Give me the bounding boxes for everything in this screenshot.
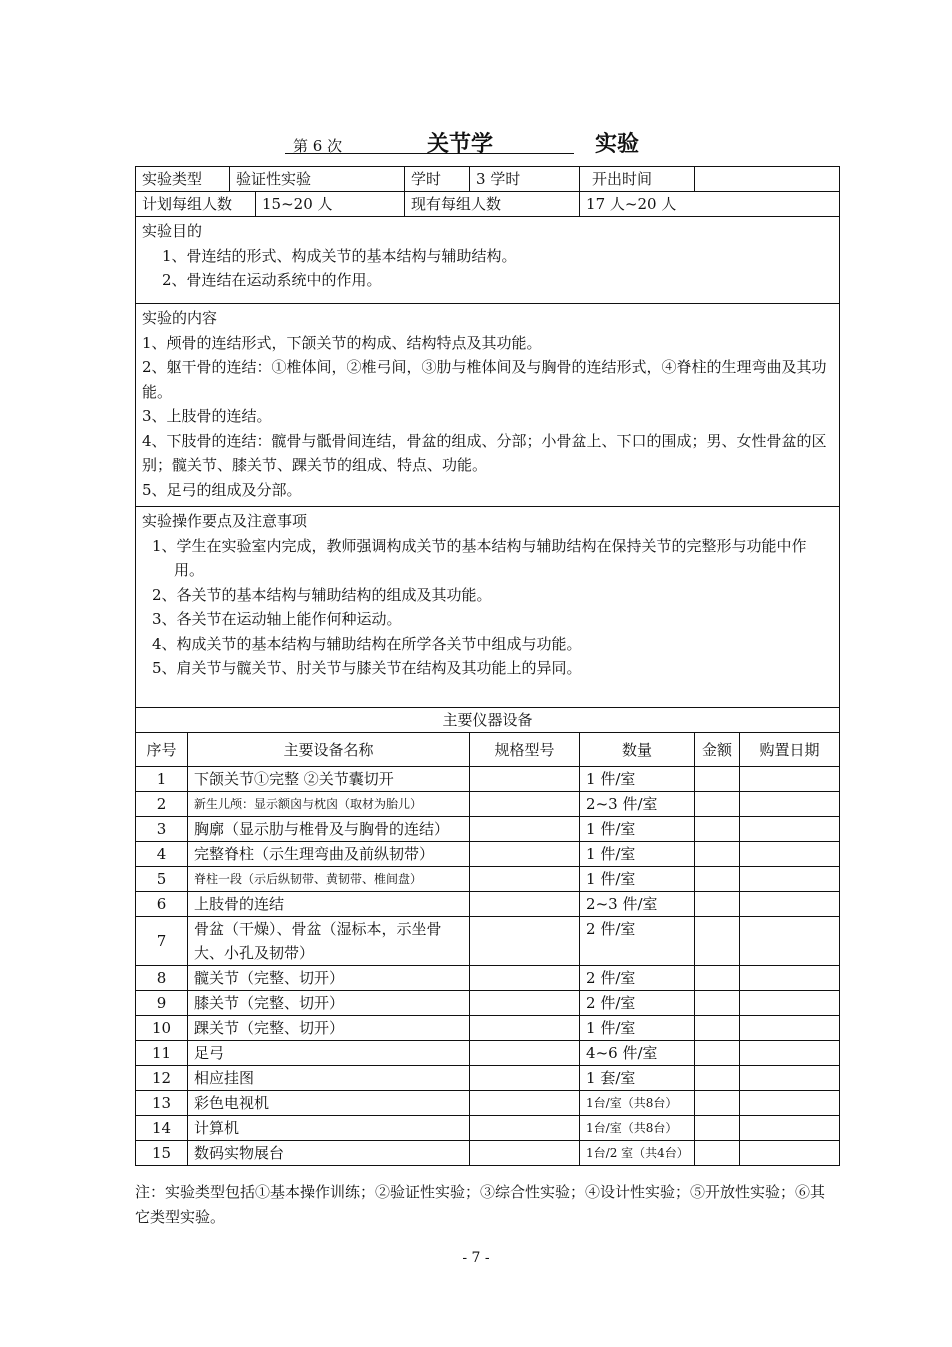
quantity: 2 件/室 xyxy=(580,917,695,966)
purchase-date xyxy=(740,1091,840,1116)
quantity: 1 件/室 xyxy=(580,817,695,842)
operation-heading: 实验操作要点及注意事项 xyxy=(142,512,308,530)
equipment-name: 计算机 xyxy=(188,1116,470,1141)
operation-section xyxy=(136,507,840,708)
equipment-name: 胸廓（显示肋与椎骨及与胸骨的连结） xyxy=(188,817,470,842)
quantity: 1 套/室 xyxy=(580,1066,695,1091)
purchase-date xyxy=(740,991,840,1016)
purchase-date xyxy=(740,1041,840,1066)
spec-model xyxy=(470,892,580,917)
purchase-date xyxy=(740,1141,840,1166)
quantity: 1台/2 室（共4台） xyxy=(580,1141,695,1166)
table-row xyxy=(136,966,840,991)
purchase-date xyxy=(740,842,840,867)
row-number: 2 xyxy=(136,792,188,817)
amount xyxy=(695,842,740,867)
current-value: 17 人~20 人 xyxy=(580,192,840,217)
table-row xyxy=(136,917,840,966)
row-number: 12 xyxy=(136,1066,188,1091)
amount xyxy=(695,1041,740,1066)
session-number: 第 6 次 xyxy=(285,135,423,154)
spec-model xyxy=(470,1066,580,1091)
quantity: 1 件/室 xyxy=(580,842,695,867)
amount xyxy=(695,1116,740,1141)
table-row xyxy=(136,1016,840,1041)
table-row xyxy=(136,867,840,892)
equipment-name: 膝关节（完整、切开） xyxy=(188,991,470,1016)
table-row xyxy=(136,1091,840,1116)
equipment-name: 踝关节（完整、切开） xyxy=(188,1016,470,1041)
row-number: 15 xyxy=(136,1141,188,1166)
equipment-name: 完整脊柱（示生理弯曲及前纵韧带） xyxy=(188,842,470,867)
spec-model xyxy=(470,1141,580,1166)
spec-model xyxy=(470,1016,580,1041)
purchase-date xyxy=(740,1116,840,1141)
open-time-label: 开出时间 xyxy=(580,167,695,192)
spec-model xyxy=(470,792,580,817)
table-row xyxy=(136,1116,840,1141)
purpose-heading: 实验目的 xyxy=(142,222,203,240)
purchase-date xyxy=(740,966,840,991)
page-number: - 7 - xyxy=(462,1250,490,1266)
purpose-item: 2、骨连结在运动系统中的作用。 xyxy=(162,271,382,289)
amount xyxy=(695,1141,740,1166)
quantity: 1 件/室 xyxy=(580,767,695,792)
operation-item: 2、各关节的基本结构与辅助结构的组成及其功能。 xyxy=(152,585,492,604)
quantity: 2~3 件/室 xyxy=(580,892,695,917)
content-item: 1、颅骨的连结形式，下颌关节的构成、结构特点及其功能。 xyxy=(142,333,542,352)
quantity: 2 件/室 xyxy=(580,966,695,991)
quantity: 1 件/室 xyxy=(580,867,695,892)
amount xyxy=(695,966,740,991)
spec-model xyxy=(470,991,580,1016)
operation-item: 3、各关节在运动轴上能作何种运动。 xyxy=(152,610,402,628)
column-header: 金额 xyxy=(695,733,740,767)
experiment-table xyxy=(135,166,840,1166)
table-row xyxy=(136,1141,840,1166)
amount xyxy=(695,917,740,966)
amount xyxy=(695,1091,740,1116)
amount xyxy=(695,1066,740,1091)
amount xyxy=(695,867,740,892)
purchase-date xyxy=(740,1066,840,1091)
row-number: 11 xyxy=(136,1041,188,1066)
row-number: 10 xyxy=(136,1016,188,1041)
equipment-name: 脊柱一段（示后纵韧带、黄韧带、椎间盘） xyxy=(188,867,470,892)
spec-model xyxy=(470,1041,580,1066)
spec-model xyxy=(470,767,580,792)
hours-value: 3 学时 xyxy=(470,167,580,192)
equipment-name: 相应挂图 xyxy=(188,1066,470,1091)
operation-item: 1、学生在实验室内完成，教师强调构成关节的基本结构与辅助结构在保持关节的完整形与功能中作用。 xyxy=(152,536,807,579)
table-row xyxy=(136,892,840,917)
quantity: 2 件/室 xyxy=(580,991,695,1016)
footnote: 注：实验类型包括①基本操作训练；②验证性实验；③综合性实验；④设计性实验；⑤开放性实验；⑥其它类型实验。 xyxy=(135,1183,826,1226)
row-number: 13 xyxy=(136,1091,188,1116)
type-label: 实验类型 xyxy=(136,167,230,192)
spec-model xyxy=(470,1116,580,1141)
table-row xyxy=(136,792,840,817)
spec-model xyxy=(470,1091,580,1116)
equipment-name: 数码实物展台 xyxy=(188,1141,470,1166)
purchase-date xyxy=(740,1016,840,1041)
plan-label: 计划每组人数 xyxy=(136,192,256,217)
amount xyxy=(695,792,740,817)
equipment-name: 上肢骨的连结 xyxy=(188,892,470,917)
hours-label: 学时 xyxy=(405,167,470,192)
spec-model xyxy=(470,867,580,892)
open-time-value xyxy=(695,167,840,192)
title-suffix: 实验 xyxy=(595,131,640,157)
equipment-heading: 主要仪器设备 xyxy=(136,708,840,733)
table-row xyxy=(136,1066,840,1091)
spec-model xyxy=(470,917,580,966)
table-row xyxy=(136,991,840,1016)
purpose-section xyxy=(136,217,840,304)
quantity: 2~3 件/室 xyxy=(580,792,695,817)
equipment-name: 下颌关节①完整 ②关节囊切开 xyxy=(188,767,470,792)
quantity: 4~6 件/室 xyxy=(580,1041,695,1066)
purchase-date xyxy=(740,767,840,792)
equipment-name: 髋关节（完整、切开） xyxy=(188,966,470,991)
purpose-item: 1、骨连结的形式、构成关节的基本结构与辅助结构。 xyxy=(162,246,517,265)
plan-value: 15~20 人 xyxy=(256,192,405,217)
spec-model xyxy=(470,817,580,842)
content-heading: 实验的内容 xyxy=(142,309,218,327)
content-item: 4、下肢骨的连结：髋骨与骶骨间连结，骨盆的组成、分部；小骨盆上、下口的围成；男、女性骨盆的区别；髋关节、膝关节、踝关节的组成、特点、功能。 xyxy=(142,431,827,474)
amount xyxy=(695,892,740,917)
amount xyxy=(695,817,740,842)
document-title xyxy=(0,127,952,157)
equipment-name: 骨盆（干燥）、骨盆（湿标本，示坐骨大、小孔及韧带） xyxy=(188,917,470,966)
row-number: 14 xyxy=(136,1116,188,1141)
table-row xyxy=(136,817,840,842)
quantity: 1台/室（共8台） xyxy=(580,1116,695,1141)
table-row xyxy=(136,767,840,792)
purchase-date xyxy=(740,892,840,917)
column-header: 序号 xyxy=(136,733,188,767)
quantity: 1台/室（共8台） xyxy=(580,1091,695,1116)
purchase-date xyxy=(740,817,840,842)
column-header: 购置日期 xyxy=(740,733,840,767)
content-item: 3、上肢骨的连结。 xyxy=(142,407,272,425)
equipment-name: 足弓 xyxy=(188,1041,470,1066)
row-number: 6 xyxy=(136,892,188,917)
row-number: 3 xyxy=(136,817,188,842)
purchase-date xyxy=(740,792,840,817)
column-header: 规格型号 xyxy=(470,733,580,767)
equipment-name: 新生儿颅：显示额囟与枕囟（取材为胎儿） xyxy=(188,792,470,817)
equipment-rows xyxy=(136,767,840,1166)
row-number: 5 xyxy=(136,867,188,892)
amount xyxy=(695,991,740,1016)
spec-model xyxy=(470,966,580,991)
current-label: 现有每组人数 xyxy=(405,192,580,217)
amount xyxy=(695,767,740,792)
subject-title: 关节学 xyxy=(415,127,574,154)
content-item: 5、足弓的组成及分部。 xyxy=(142,480,302,499)
column-header: 主要设备名称 xyxy=(188,733,470,767)
purchase-date xyxy=(740,867,840,892)
equipment-name: 彩色电视机 xyxy=(188,1091,470,1116)
operation-item: 4、构成关节的基本结构与辅助结构在所学各关节中组成与功能。 xyxy=(152,634,582,653)
purchase-date xyxy=(740,917,840,966)
column-header: 数量 xyxy=(580,733,695,767)
table-row xyxy=(136,1041,840,1066)
spec-model xyxy=(470,842,580,867)
type-value: 验证性实验 xyxy=(230,167,405,192)
content-item: 2、躯干骨的连结：①椎体间，②椎弓间，③肋与椎体间及与胸骨的连结形式，④脊柱的生理弯曲及其功能。 xyxy=(142,358,827,401)
table-row xyxy=(136,842,840,867)
content-section xyxy=(136,304,840,507)
operation-item: 5、肩关节与髋关节、肘关节与膝关节在结构及其功能上的异同。 xyxy=(152,659,582,677)
amount xyxy=(695,1016,740,1041)
quantity: 1 件/室 xyxy=(580,1016,695,1041)
row-number: 9 xyxy=(136,991,188,1016)
row-number: 7 xyxy=(136,917,188,966)
row-number: 4 xyxy=(136,842,188,867)
row-number: 1 xyxy=(136,767,188,792)
row-number: 8 xyxy=(136,966,188,991)
